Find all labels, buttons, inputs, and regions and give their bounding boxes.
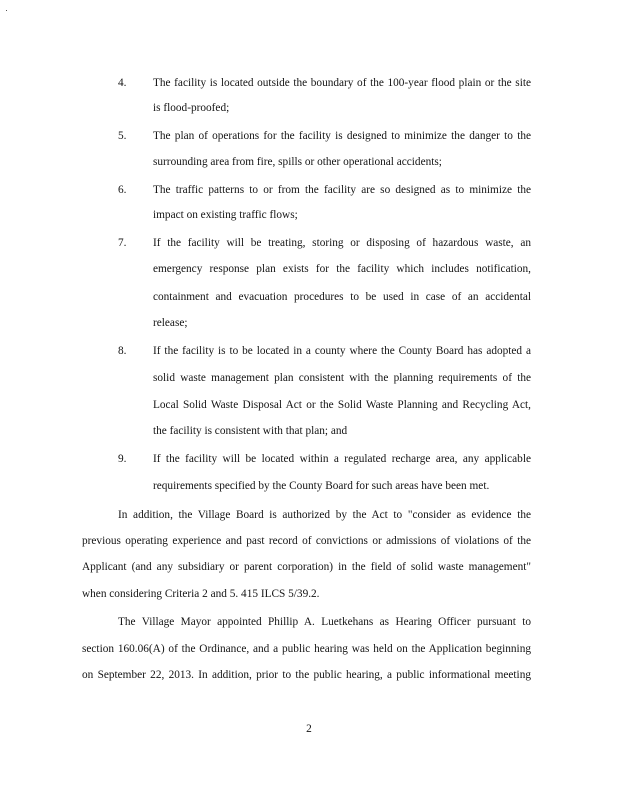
scan-speck: [6, 10, 7, 11]
item-6-number: 6.: [118, 184, 127, 196]
paragraph-1-line-2: previous operating experience and past record of convictions or admissions of violations of the: [82, 535, 531, 547]
item-4-line-1: The facility is located outside the boundary of the 100-year flood plain or the site: [153, 77, 531, 89]
paragraph-2-line-2: section 160.06(A) of the Ordinance, and a public hearing was held on the Application beginning: [82, 643, 531, 655]
item-9-number: 9.: [118, 453, 127, 465]
item-7-line-2: emergency response plan exists for the facility which includes notification,: [153, 263, 531, 275]
paragraph-2-line-3: on September 22, 2013. In addition, prior to the public hearing, a public informational meeting: [82, 669, 531, 681]
paragraph-2-line-1: The Village Mayor appointed Phillip A. Luetkehans as Hearing Officer pursuant to: [118, 616, 531, 628]
item-8-line-2: solid waste management plan consistent with the planning requirements of the: [153, 372, 531, 384]
paragraph-1-line-3: Applicant (and any subsidiary or parent corporation) in the field of solid waste management": [82, 561, 531, 573]
item-6-line-2: impact on existing traffic flows;: [153, 209, 298, 221]
item-7-line-3: containment and evacuation procedures to be used in case of an accidental: [153, 291, 531, 303]
item-6-line-1: The traffic patterns to or from the facility are so designed as to minimize the: [153, 184, 531, 196]
paragraph-1-line-4: when considering Criteria 2 and 5. 415 ILCS 5/39.2.: [82, 588, 320, 600]
item-9-line-1: If the facility will be located within a regulated recharge area, any applicable: [153, 453, 531, 465]
item-4-line-2: is flood-proofed;: [153, 102, 230, 114]
page-number: 2: [306, 723, 312, 735]
item-8-number: 8.: [118, 345, 127, 357]
item-4-number: 4.: [118, 77, 127, 89]
item-8-line-3: Local Solid Waste Disposal Act or the Solid Waste Planning and Recycling Act,: [153, 399, 531, 411]
item-7-number: 7.: [118, 237, 127, 249]
item-8-line-4: the facility is consistent with that plan; and: [153, 425, 348, 437]
item-5-line-1: The plan of operations for the facility is designed to minimize the danger to the: [153, 130, 531, 142]
item-8-line-1: If the facility is to be located in a county where the County Board has adopted a: [153, 345, 531, 357]
item-9-line-2: requirements specified by the County Board for such areas have been met.: [153, 480, 490, 492]
paragraph-1-line-1: In addition, the Village Board is authorized by the Act to "consider as evidence the: [118, 509, 531, 521]
item-5-line-2: surrounding area from fire, spills or other operational accidents;: [153, 156, 442, 168]
item-7-line-1: If the facility will be treating, storing or disposing of hazardous waste, an: [153, 237, 531, 249]
item-7-line-4: release;: [153, 317, 188, 329]
item-5-number: 5.: [118, 130, 127, 142]
